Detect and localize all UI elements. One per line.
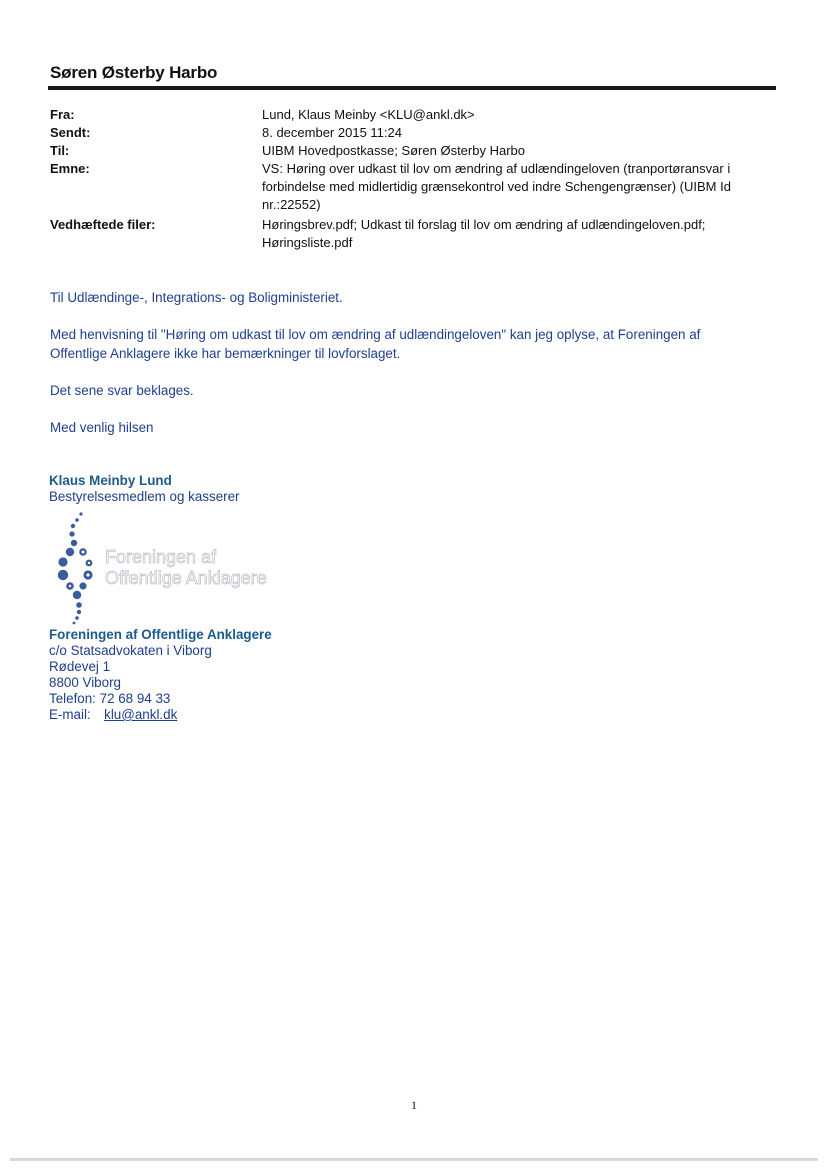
closing-text: Med venlig hilsen xyxy=(50,420,154,435)
greeting-text: Til Udlændinge-, Integrations- og Boligministeriet. xyxy=(50,290,343,305)
signature-organization: Foreningen af Offentlige Anklagere xyxy=(49,627,272,642)
subject-value: VS: Høring over udkast til lov om ændring af udlændingeloven (tranportøransvar i forbindelse med midlertidig grænsekontrol ved indre Schengengrænser) (UIBM Id nr.:22552) xyxy=(262,161,731,212)
logo-text-line1: Foreningen af xyxy=(105,547,217,567)
apology-text: Det sene svar beklages. xyxy=(50,383,194,398)
signature-address-line1: c/o Statsadvokaten i Viborg xyxy=(49,643,212,658)
sent-value: 8. december 2015 11:24 xyxy=(262,125,402,140)
document-owner-name: Søren Østerby Harbo xyxy=(50,63,218,82)
subject-label: Emne: xyxy=(50,161,90,176)
signature-address-line3: 8800 Viborg xyxy=(49,675,121,690)
body-paragraph: Med henvisning til "Høring om udkast til lov om ændring af udlændingeloven" kan jeg oplyse, at Foreningen af Offentlige Anklagere ikke har bemærkninger til lovforslaget. xyxy=(50,327,701,361)
attachments-value: Høringsbrev.pdf; Udkast til forslag til lov om ændring af udlændingeloven.pdf; Høringsliste.pdf xyxy=(262,217,706,250)
sent-label: Sendt: xyxy=(50,125,91,140)
signature-email-label: E-mail: xyxy=(49,707,91,722)
signature-email-link[interactable]: klu@ankl.dk xyxy=(104,707,178,722)
scan-edge-divider xyxy=(10,1158,818,1161)
to-label: Til: xyxy=(50,143,70,158)
attachments-label: Vedhæftede filer: xyxy=(50,217,156,232)
page-number: 1 xyxy=(411,1098,417,1112)
signature-title: Bestyrelsesmedlem og kasserer xyxy=(49,489,240,504)
from-value: Lund, Klaus Meinby <KLU@ankl.dk> xyxy=(262,107,475,122)
signature-email-row xyxy=(49,707,177,723)
header-rule xyxy=(48,86,776,90)
from-label: Fra: xyxy=(50,107,75,122)
signature-name: Klaus Meinby Lund xyxy=(49,473,172,488)
to-value: UIBM Hovedpostkasse; Søren Østerby Harbo xyxy=(262,143,525,158)
organization-logo xyxy=(50,510,270,630)
logo-text-line2: Offentlige Anklagere xyxy=(105,568,267,588)
signature-address-line2: Rødevej 1 xyxy=(49,659,111,674)
signature-phone: Telefon: 72 68 94 33 xyxy=(49,691,171,706)
logo-dots-icon xyxy=(58,512,93,624)
